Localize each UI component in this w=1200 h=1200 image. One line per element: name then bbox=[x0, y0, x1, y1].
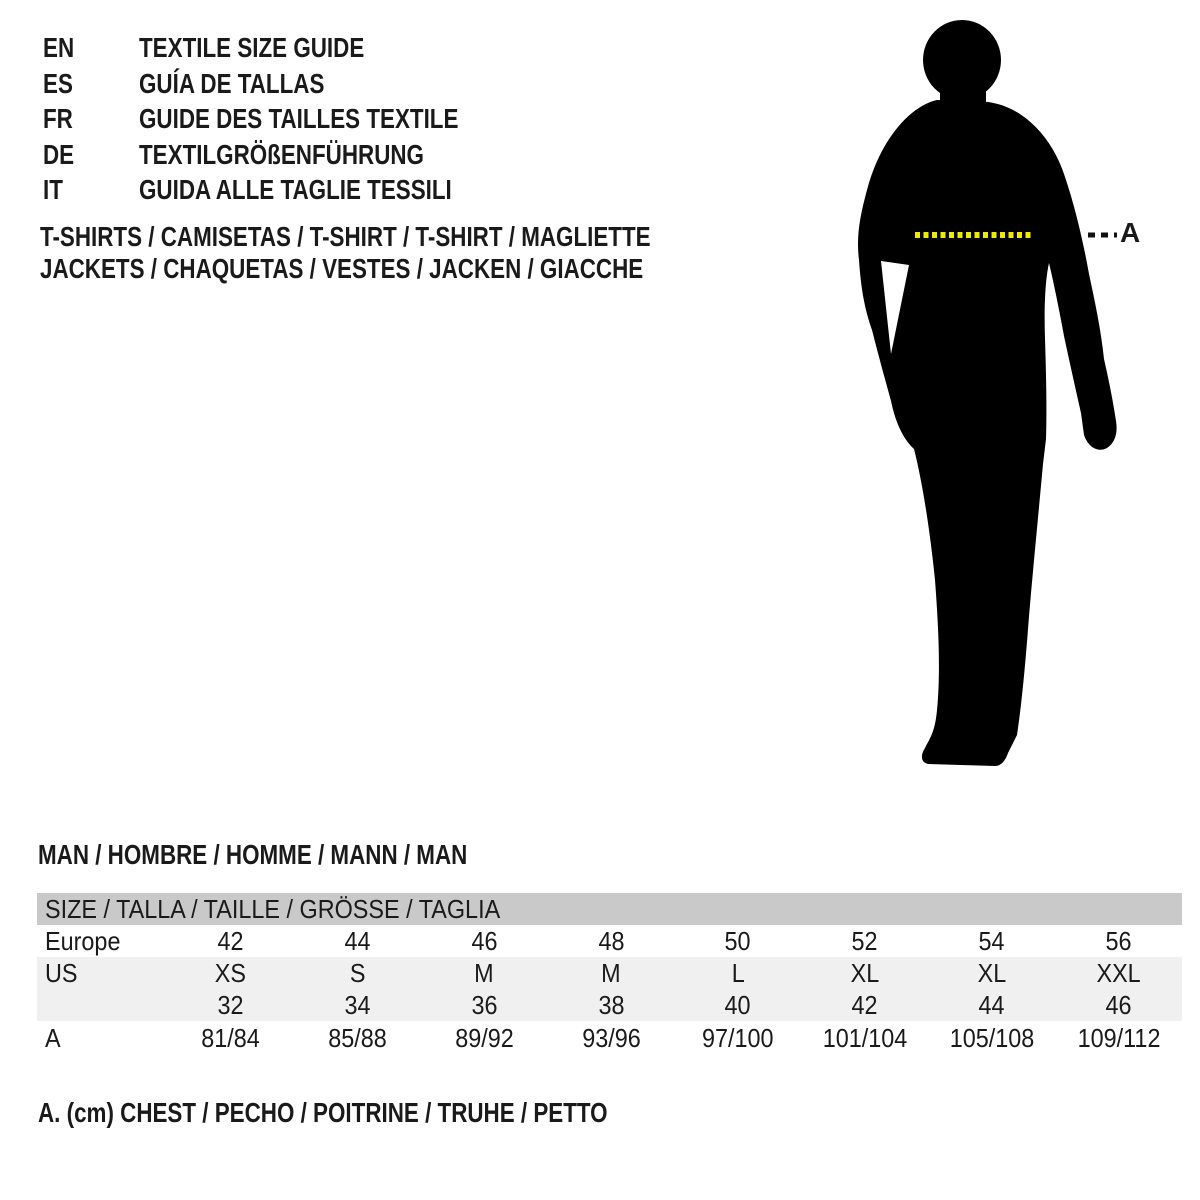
language-row bbox=[43, 30, 538, 66]
cell-value: 38 bbox=[598, 989, 625, 1020]
language-title: GUIDE DES TAILLES TEXTILE bbox=[139, 103, 459, 134]
cell-value: 97/100 bbox=[702, 1022, 774, 1053]
cell-value: 50 bbox=[724, 925, 751, 956]
cell-value: 42 bbox=[217, 925, 244, 956]
cell-value: 44 bbox=[978, 989, 1005, 1020]
category-line-tshirts: T-SHIRTS / CAMISETAS / T-SHIRT / T-SHIRT / MAGLIETTE bbox=[40, 221, 651, 252]
cell-value: XL bbox=[850, 957, 880, 988]
cell-value: 36 bbox=[471, 989, 498, 1020]
row-label: A bbox=[45, 1022, 61, 1053]
cell-value: 56 bbox=[1105, 925, 1132, 956]
language-row bbox=[43, 66, 538, 102]
cell-value: XL bbox=[977, 957, 1007, 988]
table-row-numeric bbox=[37, 989, 1182, 1021]
cell-value: 40 bbox=[724, 989, 751, 1020]
cell-value: 109/112 bbox=[1077, 1022, 1160, 1053]
language-title: TEXTILGRÖßENFÜHRUNG bbox=[139, 138, 424, 170]
cell-value: 34 bbox=[344, 989, 371, 1020]
language-list bbox=[43, 30, 538, 208]
cell-value: S bbox=[349, 957, 366, 988]
row-label: US bbox=[45, 957, 78, 988]
man-silhouette bbox=[845, 8, 1125, 778]
row-label: Europe bbox=[45, 925, 121, 956]
category-line-jackets: JACKETS / CHAQUETAS / VESTES / JACKEN / GIACCHE bbox=[40, 252, 644, 284]
language-row bbox=[43, 101, 538, 137]
table-row-us bbox=[37, 957, 1182, 989]
measurement-footnote: A. (cm) CHEST / PECHO / POITRINE / TRUHE / PETTO bbox=[38, 1097, 608, 1128]
cell-value: XXL bbox=[1096, 957, 1141, 988]
language-row bbox=[43, 137, 538, 173]
measurement-marker-label: A bbox=[1120, 217, 1141, 248]
cell-value: M bbox=[601, 957, 621, 988]
cell-value: L bbox=[731, 957, 745, 988]
size-table bbox=[37, 893, 1182, 1055]
language-code: EN bbox=[43, 32, 75, 63]
language-code: DE bbox=[43, 138, 75, 170]
cell-value: 93/96 bbox=[581, 1022, 641, 1053]
language-title: GUÍA DE TALLAS bbox=[139, 67, 325, 99]
language-title: TEXTILE SIZE GUIDE bbox=[139, 32, 365, 63]
man-silhouette-shape bbox=[858, 20, 1117, 766]
cell-value: XS bbox=[214, 957, 247, 988]
cell-value: 42 bbox=[851, 989, 878, 1020]
language-code: IT bbox=[43, 174, 63, 205]
cell-value: 46 bbox=[471, 925, 498, 956]
cell-value: 105/108 bbox=[949, 1022, 1034, 1053]
category-list bbox=[40, 221, 803, 284]
cell-value: 85/88 bbox=[328, 1022, 387, 1053]
language-title: GUIDA ALLE TAGLIE TESSILI bbox=[139, 174, 452, 205]
cell-value: 46 bbox=[1105, 989, 1132, 1020]
cell-value: 54 bbox=[978, 925, 1005, 956]
language-row bbox=[43, 172, 538, 208]
size-table-header-label: SIZE / TALLA / TAILLE / GRÖSSE / TAGLIA bbox=[45, 893, 501, 924]
cell-value: 81/84 bbox=[201, 1022, 260, 1053]
cell-value: M bbox=[474, 957, 494, 988]
table-row-europe bbox=[37, 925, 1182, 957]
section-title: MAN / HOMBRE / HOMME / MANN / MAN bbox=[38, 839, 468, 870]
cell-value: 44 bbox=[344, 925, 371, 956]
cell-value: 48 bbox=[598, 925, 625, 956]
table-row-chest-a bbox=[37, 1021, 1182, 1055]
cell-value: 89/92 bbox=[454, 1022, 514, 1053]
language-code: FR bbox=[43, 103, 73, 134]
cell-value: 32 bbox=[217, 989, 244, 1020]
cell-value: 101/104 bbox=[822, 1022, 908, 1053]
language-code: ES bbox=[43, 67, 73, 99]
cell-value: 52 bbox=[851, 925, 878, 956]
size-table-header bbox=[37, 893, 1182, 925]
